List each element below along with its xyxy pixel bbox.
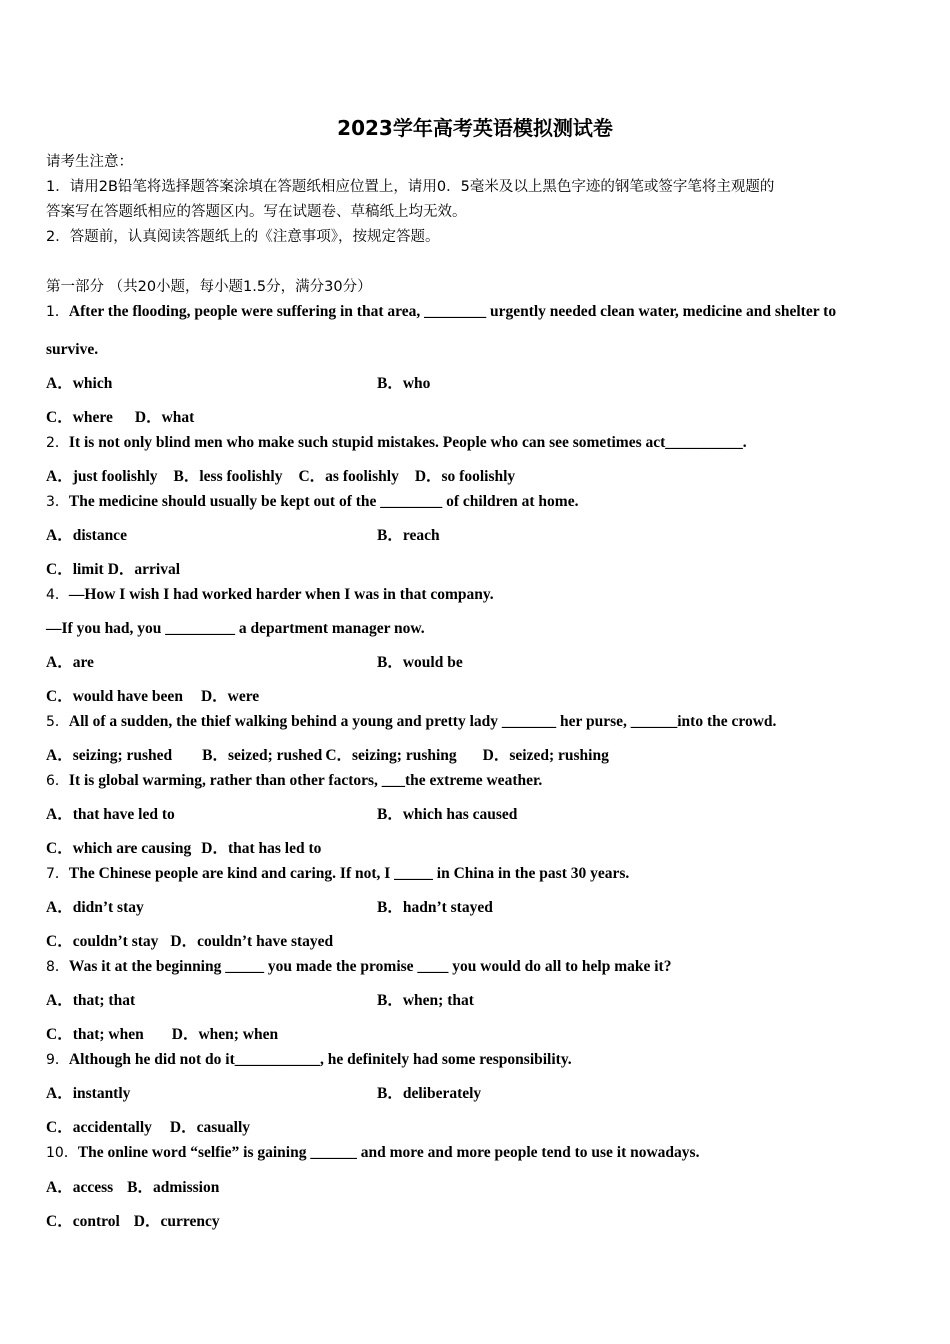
question-number: 10． bbox=[46, 1145, 78, 1161]
option-d: D．arrival bbox=[107, 561, 181, 578]
notice-line-1: 1．请用2B铅笔将选择题答案涂填在答题纸相应位置上，请用0．5毫米及以上黑色字迹的钢笔或签字笔将主观题的 bbox=[46, 179, 775, 195]
options-c-d bbox=[46, 408, 194, 428]
option-b: B．deliberately bbox=[377, 1085, 482, 1102]
question-4-continuation: —If you had, you _________ a department manager now. bbox=[46, 620, 425, 637]
option-c: C．would have been bbox=[46, 688, 183, 705]
question-number: 3． bbox=[46, 494, 69, 510]
option-b: B．less foolishly bbox=[173, 468, 283, 485]
notice-heading: 请考生注意： bbox=[46, 154, 133, 170]
option-b: B．would be bbox=[377, 654, 463, 671]
question-text: All of a sudden, the thief walking behind a young and pretty lady _______ her purse, ______into the crowd. bbox=[68, 713, 777, 730]
question-number: 9． bbox=[46, 1052, 69, 1068]
option-c: C．limit bbox=[46, 561, 104, 578]
option-a: A．instantly bbox=[46, 1085, 131, 1102]
option-b: B．which has caused bbox=[377, 806, 518, 823]
option-d: D．were bbox=[200, 688, 260, 705]
section-heading: 第一部分 （共20小题，每小题1.5分，满分30分） bbox=[46, 279, 372, 295]
question-10 bbox=[46, 1143, 699, 1163]
option-c: C．control bbox=[46, 1213, 120, 1230]
question-4 bbox=[46, 585, 494, 605]
question-number: 4． bbox=[46, 587, 69, 603]
question-number: 5． bbox=[46, 714, 69, 730]
option-b: B．who bbox=[377, 375, 431, 392]
notice-line-2: 答案写在答题纸相应的答题区内。写在试题卷、草稿纸上均无效。 bbox=[46, 204, 467, 220]
option-b: B．when; that bbox=[377, 992, 474, 1009]
option-d: D．casually bbox=[169, 1119, 250, 1136]
option-d: D．when; when bbox=[171, 1026, 279, 1043]
option-b: B．seized; rushed bbox=[202, 747, 323, 764]
question-3 bbox=[46, 492, 578, 512]
option-d: D．so foolishly bbox=[414, 468, 516, 485]
option-a: A．are bbox=[46, 654, 94, 671]
question-text: The Chinese people are kind and caring. If not, I _____ in China in the past 30 years. bbox=[68, 865, 630, 882]
question-text: Although he did not do it___________, he definitely had some responsibility. bbox=[68, 1051, 572, 1068]
question-5 bbox=[46, 712, 776, 732]
option-a: A．which bbox=[46, 375, 113, 392]
option-c: C．which are causing bbox=[46, 840, 192, 857]
option-a: A．seizing; rushed bbox=[46, 747, 173, 764]
option-c: C．seizing; rushing bbox=[325, 747, 457, 764]
options-c-d bbox=[46, 1025, 278, 1045]
option-c: C．that; when bbox=[46, 1026, 144, 1043]
question-number: 1． bbox=[46, 304, 69, 320]
option-c: C．as foolishly bbox=[298, 468, 399, 485]
question-text: It is global warming, rather than other factors, ___the extreme weather. bbox=[68, 772, 543, 789]
notice-line-3: 2．答题前，认真阅读答题纸上的《注意事项》，按规定答题。 bbox=[46, 229, 440, 245]
question-1-continuation: survive. bbox=[46, 341, 99, 358]
option-b: B．reach bbox=[377, 527, 440, 544]
question-number: 7． bbox=[46, 866, 69, 882]
options-a-b bbox=[46, 1178, 219, 1198]
option-c: C．accidentally bbox=[46, 1119, 152, 1136]
question-number: 2． bbox=[46, 435, 69, 451]
option-a: A．distance bbox=[46, 527, 127, 544]
options-c-d bbox=[46, 839, 321, 859]
option-d: D．what bbox=[134, 409, 195, 426]
option-d: D．seized; rushing bbox=[482, 747, 609, 764]
option-d: D．currency bbox=[133, 1213, 220, 1230]
question-6 bbox=[46, 771, 542, 791]
options-c-d bbox=[46, 1212, 220, 1232]
question-text: The medicine should usually be kept out of the ________ of children at home. bbox=[68, 493, 579, 510]
question-7 bbox=[46, 864, 629, 884]
options-c-d bbox=[46, 560, 180, 580]
option-a: A．didn’t stay bbox=[46, 899, 144, 916]
question-text: The online word “selfie” is gaining ______ and more and more people tend to use it nowadays. bbox=[77, 1144, 700, 1161]
question-8 bbox=[46, 957, 671, 977]
question-1 bbox=[46, 302, 836, 322]
question-text: Was it at the beginning _____ you made the promise ____ you would do all to help make it? bbox=[68, 958, 672, 975]
options-row bbox=[46, 746, 609, 766]
question-text: After the flooding, people were suffering in that area, ________ urgently needed clean water, medicine and shelter to bbox=[68, 303, 837, 320]
options-c-d bbox=[46, 1118, 250, 1138]
question-9 bbox=[46, 1050, 572, 1070]
option-d: D．that has led to bbox=[201, 840, 322, 857]
question-number: 6． bbox=[46, 773, 69, 789]
options-c-d bbox=[46, 932, 333, 952]
question-text: —How I wish I had worked harder when I was in that company. bbox=[68, 586, 494, 603]
option-c: C．couldn’t stay bbox=[46, 933, 159, 950]
page-title: 2023学年高考英语模拟测试卷 bbox=[337, 116, 613, 140]
option-b: B．hadn’t stayed bbox=[377, 899, 493, 916]
options-row bbox=[46, 467, 515, 487]
question-text: It is not only blind men who make such stupid mistakes. People who can see sometimes act__________. bbox=[68, 434, 747, 451]
options-c-d bbox=[46, 687, 259, 707]
option-a: A．just foolishly bbox=[46, 468, 158, 485]
option-a: A．that; that bbox=[46, 992, 136, 1009]
option-a: A．that have led to bbox=[46, 806, 175, 823]
option-d: D．couldn’t have stayed bbox=[170, 933, 334, 950]
option-c: C．where bbox=[46, 409, 113, 426]
question-2 bbox=[46, 433, 747, 453]
option-b: B．admission bbox=[127, 1179, 220, 1196]
question-number: 8． bbox=[46, 959, 69, 975]
option-a: A．access bbox=[46, 1179, 114, 1196]
